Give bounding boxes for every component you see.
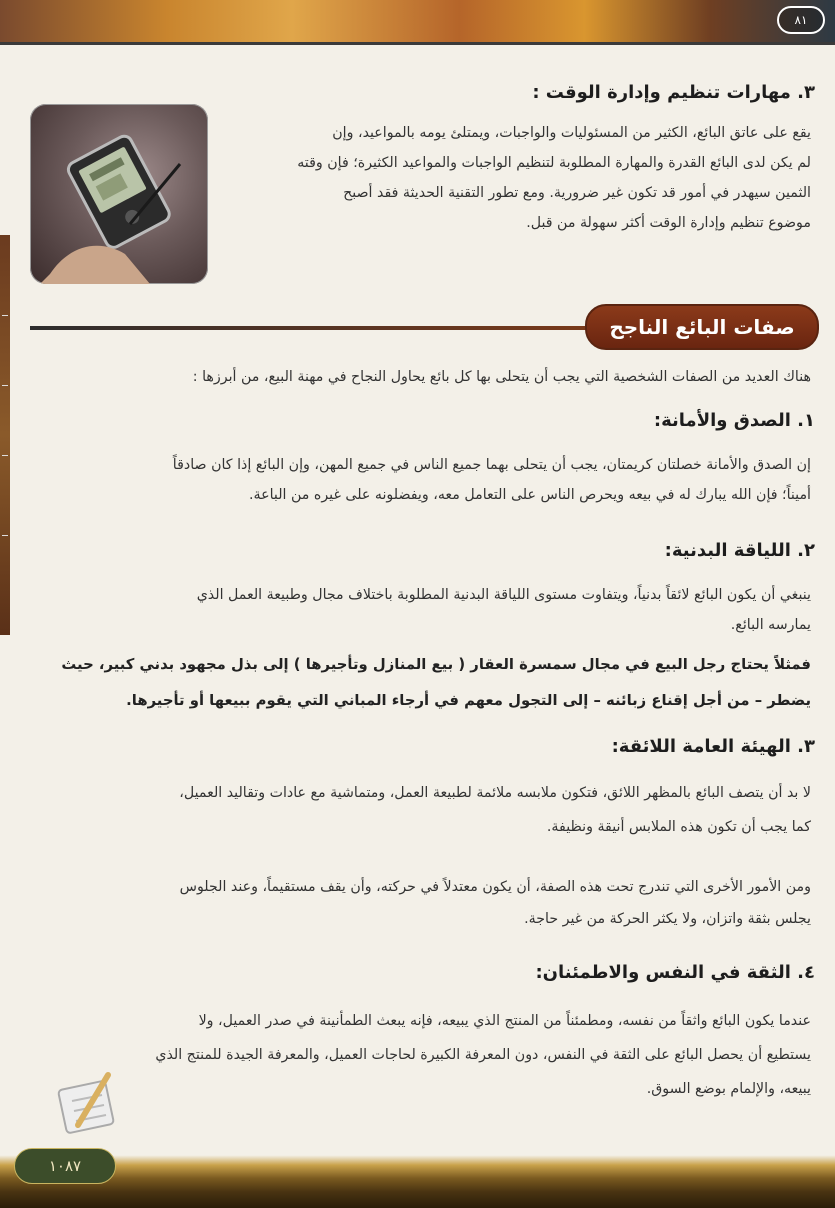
header-page-number: ٨١ — [777, 6, 825, 34]
section-1-heading: ١. الصدق والأمانة: — [653, 410, 815, 431]
section-time-line-2: لم يكن لدى البائع القدرة والمهارة المطلوبة لتنظيم الواجبات والمواعيد الكثيرة؛ فإن وقته — [297, 155, 811, 171]
section-3-line-2: كما يجب أن تكون هذه الملابس أنيقة ونظيفة. — [546, 819, 811, 835]
section-banner: صفات البائع الناجح — [585, 304, 819, 350]
pda-photo — [30, 104, 208, 284]
banner-rule — [30, 326, 590, 330]
section-3-heading: ٣. الهيئة العامة اللائقة: — [611, 736, 815, 757]
section-time-heading: ٣. مهارات تنظيم وإدارة الوقت : — [532, 82, 815, 103]
section-1-line-2: أميناً؛ فإن الله يبارك له في بيعه ويحرص الناس على التعامل معه، ويفضلونه على غيره من الباعة. — [249, 487, 811, 503]
section-3-line-1: لا بد أن يتصف البائع بالمظهر اللائق، فتكون ملابسه ملائمة لطبيعة العمل، ومتماشية مع عادات وتقاليد العميل، — [179, 785, 811, 801]
section-2-bold-line-1: فمثلاً يحتاج رجل البيع في مجال سمسرة العقار ( بيع المنازل وتأجيرها ) إلى بذل مجهود بدني كبير، حيث — [61, 656, 811, 673]
pencil-watermark-icon — [48, 1055, 168, 1145]
section-2-line-2: يمارسه البائع. — [730, 617, 811, 633]
section-2-heading: ٢. اللياقة البدنية: — [664, 540, 815, 561]
bottom-decorative-band — [0, 1142, 835, 1208]
section-1-line-1: إن الصدق والأمانة خصلتان كريمتان، يجب أن يتحلى بهما جميع الناس في جميع المهن، وإن البائع إذا كان صادقاً — [172, 457, 811, 473]
section-2-line-1: ينبغي أن يكون البائع لائقاً بدنياً، ويتفاوت مستوى اللياقة البدنية المطلوبة باختلاف مجال وطبيعة العمل الذي — [196, 587, 811, 603]
intro-text: هناك العديد من الصفات الشخصية التي يجب أن يتحلى بها كل بائع يحاول النجاح في مهنة البيع، من أبرزها : — [192, 369, 811, 385]
section-time-line-3: الثمين سيهدر في أمور قد تكون غير ضرورية. ومع تطور التقنية الحديثة فقد أصبح — [343, 185, 811, 201]
section-time-line-4: موضوع تنظيم وإدارة الوقت أكثر سهولة من قبل. — [526, 215, 811, 231]
section-4-line-2: يستطيع أن يحصل البائع على الثقة في النفس، دون المعرفة الكبيرة لحاجات العميل، والمعرفة الجيدة للمنتج الذي — [155, 1047, 811, 1063]
footer-page-number: ١٠٨٧ — [14, 1148, 116, 1184]
section-4-line-1: عندما يكون البائع واثقاً من نفسه، ومطمئناً من المنتج الذي يبيعه، فإنه يبعث الطمأنينة في صدر العميل، ولا — [198, 1013, 811, 1029]
section-3-line-3: ومن الأمور الأخرى التي تندرج تحت هذه الصفة، أن يكون معتدلاً في حركته، وأن يقف مستقيماً، وعند الجلوس — [179, 879, 811, 895]
pda-device-illustration — [30, 104, 208, 284]
section-3-line-4: يجلس بثقة واتزان، ولا يكثر الحركة من غير حاجة. — [524, 911, 811, 927]
section-4-heading: ٤. الثقة في النفس والاطمئنان: — [535, 962, 815, 983]
section-4-line-3: يبيعه، والإلمام بوضع السوق. — [646, 1081, 811, 1097]
section-2-bold-line-2: يضطر – من أجل إقناع زبائنه – إلى التجول معهم في أرجاء المباني التي يقوم ببيعها أو تأجيرها. — [126, 692, 811, 709]
section-time-line-1: يقع على عاتق البائع، الكثير من المسئوليات والواجبات، ويمتلئ يومه بالمواعيد، وإن — [332, 125, 811, 141]
